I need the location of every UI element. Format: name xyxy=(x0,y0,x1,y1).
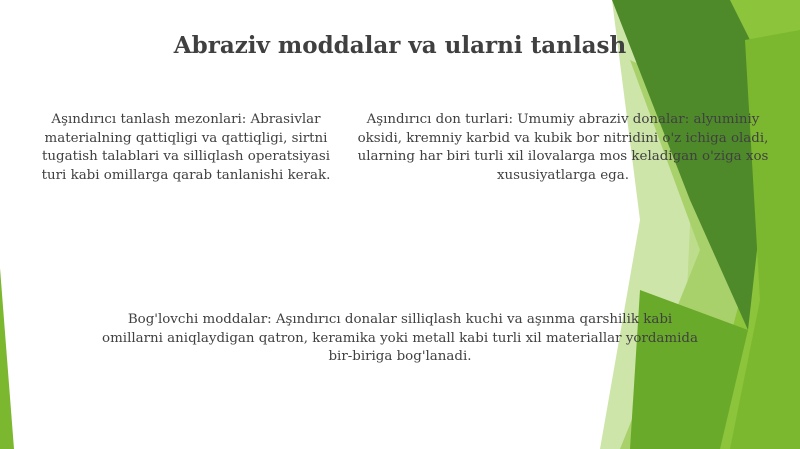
left-edge-bar xyxy=(0,268,14,449)
slide-title: Abraziv moddalar va ularni tanlash xyxy=(173,32,627,59)
abrasive-selection-criteria-text: Aşındırıcı tanlash mezonlari: Abrasivlar materialning qattiqligi va qattiqligi, sirtni tugatish talablari va silliqlash operatsiyasi turi kabi omillarga qarab tanlanishi kerak. xyxy=(41,112,331,183)
abrasive-grain-types-text: Aşındırıcı don turlari: Umumiy abraziv donalar: alyuminiy oksidi, kremniy karbid va kubik bor nitridini o'z ichiga oladi, ularning har biri turli xil ilovalarga mos keladigan o'ziga xos xususiyatlarga ega. xyxy=(357,112,769,183)
bonding-agents-text: Bog'lovchi moddalar: Aşındırıcı donalar silliqlash kuchi va aşınma qarshilik kabi omillarni aniqlaydigan qatron, keramika yoki metall kabi turli xil materiallar yordamida bir-biriga bog'lanadi. xyxy=(102,312,698,364)
